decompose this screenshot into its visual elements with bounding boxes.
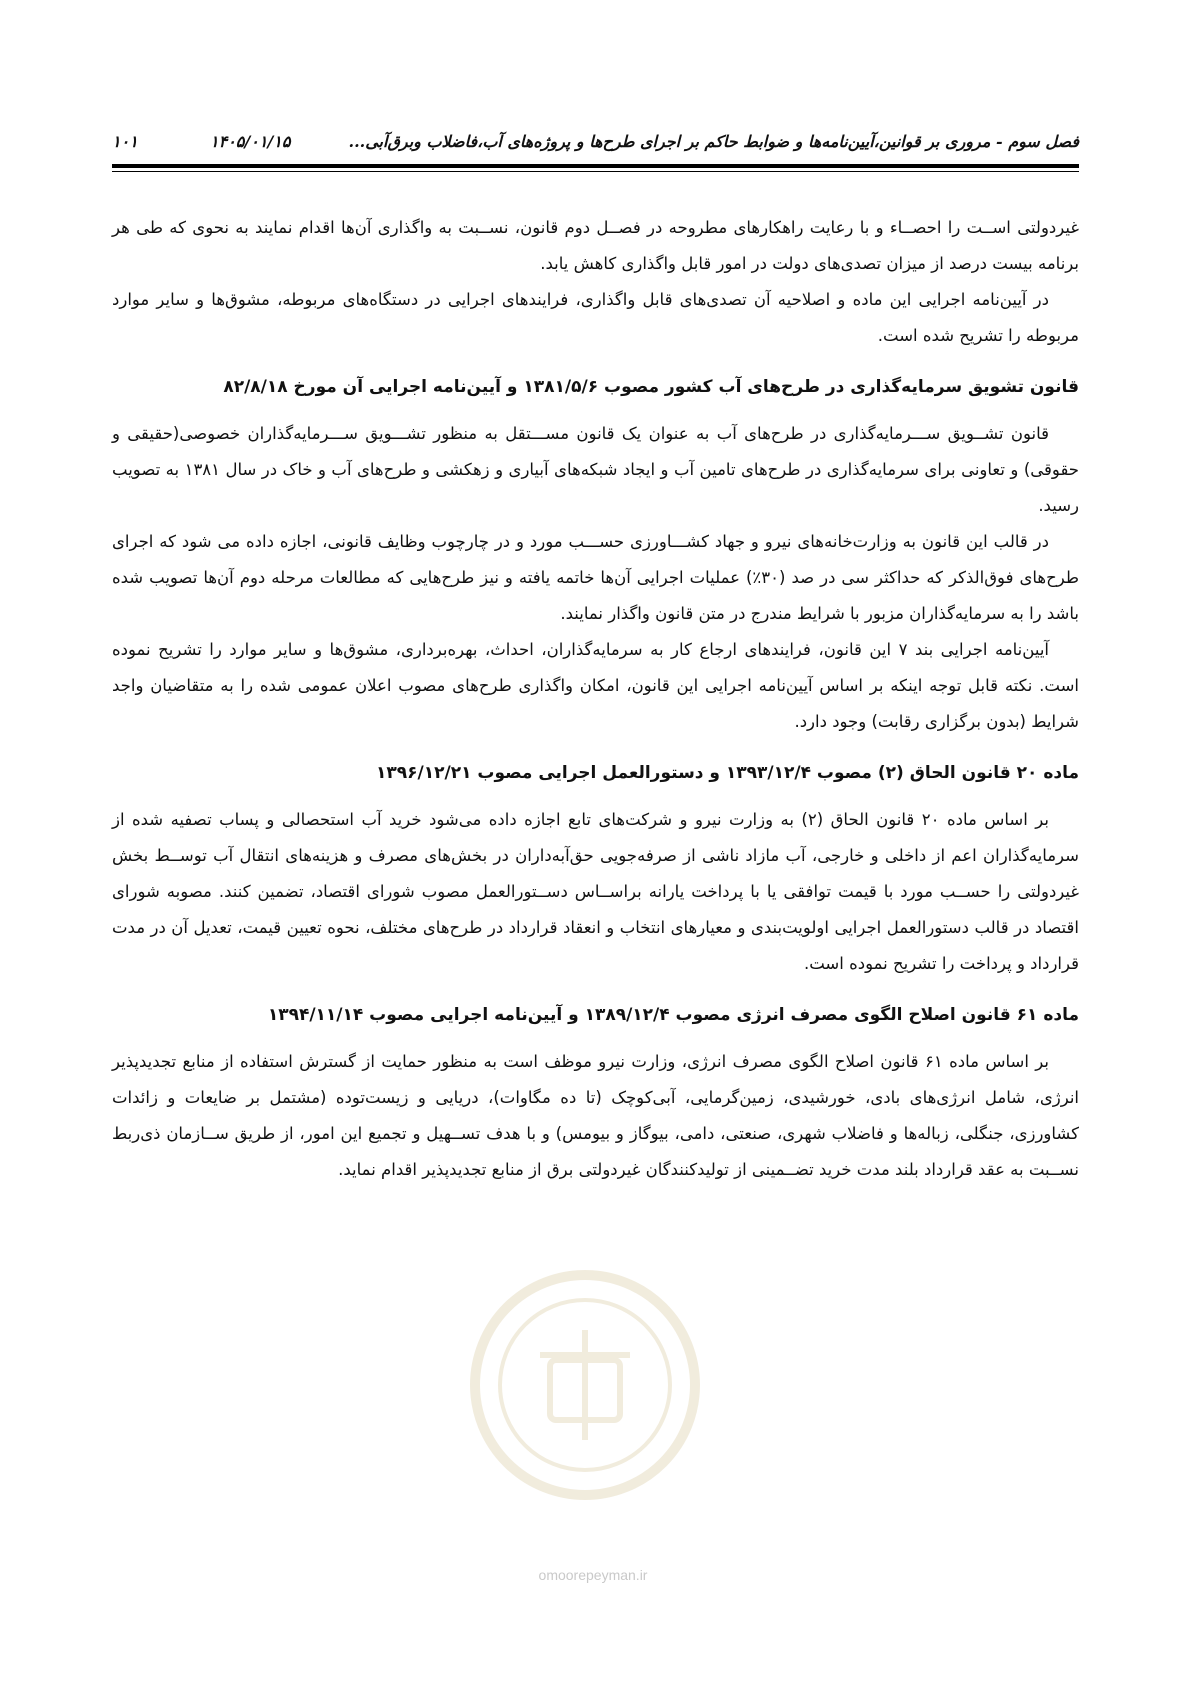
paragraph-3: قانون تشــویق ســـرمایه‌گذاری در طرح‌های آب به عنوان یک قانون مســـتقل به منظور تشـــویق ســـرمایه‌گذاران خصوصی(حقیقی و حقوقی) و تعاونی برای سرمایه‌گذاری در طرح‌های تامین آب و ایجاد شبکه‌های آبیاری و زهکشی و طرح‌های آب و خاک در سال ۱۳۸۱ به تصویب رسید. [112,424,1079,515]
header-date: ۱۴۰۵/۰۱/۱۵ [210,132,291,151]
header-rule-thin [112,171,1079,172]
page-header [112,128,1079,158]
section-heading-article-20: ماده ۲۰ قانون الحاق (۲) مصوب ۱۳۹۳/۱۲/۴ و دستورالعمل اجرایی مصوب ۱۳۹۶/۱۲/۲۱ [376,763,1079,783]
paragraph-6: بر اساس ماده ۲۰ قانون الحاق (۲) به وزارت نیرو و شرکت‌های تابع اجازه داده می‌شود خرید آب استحصالی و پساب تصفیه شده از سرمایه‌گذاران اعم از داخلی و خارجی، آب مازاد ناشی از صرفه‌جویی حق‌آبه‌داران در بخش‌های مصرف و هزینه‌های انتقال آب توســط بخش غیردولتی را حســب مورد با قیمت توافقی یا با پرداخت یارانه براســاس دســتورالعمل مصوب شورای اقتصاد، تضمین کنند. مصوبه شورای اقتصاد در قالب دستورالعمل اجرایی اولویت‌بندی و معیارهای انتخاب و انعقاد قرارداد در طرح‌های مختلف، نحوه تعیین قیمت، تعدیل آن در مدت قرارداد و پرداخت را تشریح نموده است. [112,810,1079,973]
watermark-seal-icon [460,1260,710,1510]
page-number: ۱۰۱ [112,132,138,151]
paragraph-2: در آیین‌نامه اجرایی این ماده و اصلاحیه آن تصدی‌های قابل واگذاری، فرایندهای اجرایی در دستگاه‌های مربوطه، مشوق‌ها و سایر موارد مربوطه را تشریح شده است. [112,290,1079,345]
watermark-url: omoorepeyman.ir [538,1567,648,1583]
page-body [112,210,1079,1188]
paragraph-5: آیین‌نامه اجرایی بند ۷ این قانون، فرایندهای ارجاع کار به سرمایه‌گذاران، احداث، بهره‌برداری، مشوق‌ها و سایر موارد را تشریح نموده است. نکته قابل توجه اینکه بر اساس آیین‌نامه اجرایی این قانون، امکان واگذاری طرح‌های مصوب اعلان عمومی شده را به متقاضیان واجد شرایط (بدون برگزاری رقابت) وجود دارد. [112,640,1079,731]
chapter-title: فصل سوم - مروری بر قوانین،آیین‌نامه‌ها و ضوابط حاکم بر اجرای طرح‌ها و پروژه‌های آب،فاضلاب وبرق‌آبی... [348,132,1079,151]
section-heading-water-investment: قانون تشویق سرمایه‌گذاری در طرح‌های آب کشور مصوب ۱۳۸۱/۵/۶ و آیین‌نامه اجرایی آن مورخ ۸۲/۸/۱۸ [223,377,1079,397]
paragraph-1: غیردولتی اســت را احصــاء و با رعایت راهکارهای مطروحه در فصــل دوم قانون، نســبت به واگذاری آن‌ها اقدام نمایند به نحوی که طی هر برنامه بیست درصد از میزان تصدی‌های دولت در امور قابل واگذاری کاهش یابد. [112,218,1079,273]
header-rule-thick [112,164,1079,168]
paragraph-4: در قالب این قانون به وزارت‌خانه‌های نیرو و جهاد کشـــاورزی حســـب مورد و در چارچوب وظایف قانونی، اجازه داده می شود که اجرای طرح‌های فوق‌الذکر که حداکثر سی در صد (۳۰٪) عملیات اجرایی آن‌ها خاتمه یافته و نیز طرح‌هایی که مطالعات مرحله دوم آن‌ها تصویب شده باشد را به سرمایه‌گذاران مزبور با شرایط مندرج در متن قانون واگذار نمایند. [112,532,1079,623]
paragraph-7: بر اساس ماده ۶۱ قانون اصلاح الگوی مصرف انرژی، وزارت نیرو موظف است به منظور حمایت از گسترش استفاده از منابع تجدیدپذیر انرژی، شامل انرژی‌های بادی، خورشیدی، زمین‌گرمایی، آبی‌کوچک (تا ده مگاوات)، دریایی و زیست‌توده (مشتمل بر ضایعات و زائدات کشاورزی، جنگلی، زباله‌ها و فاضلاب شهری، صنعتی، دامی، بیوگاز و بیومس) و با هدف تســهیل و تجمیع این امور، از طریق ســازمان ذی‌ربط نســبت به عقد قرارداد بلند مدت خرید تضــمینی از تولیدکنندگان غیردولتی برق از منابع تجدیدپذیر اقدام نماید. [112,1052,1079,1179]
section-heading-article-61: ماده ۶۱ قانون اصلاح الگوی مصرف انرژی مصوب ۱۳۸۹/۱۲/۴ و آیین‌نامه اجرایی مصوب ۱۳۹۴/۱۱/۱۴ [267,1005,1079,1025]
